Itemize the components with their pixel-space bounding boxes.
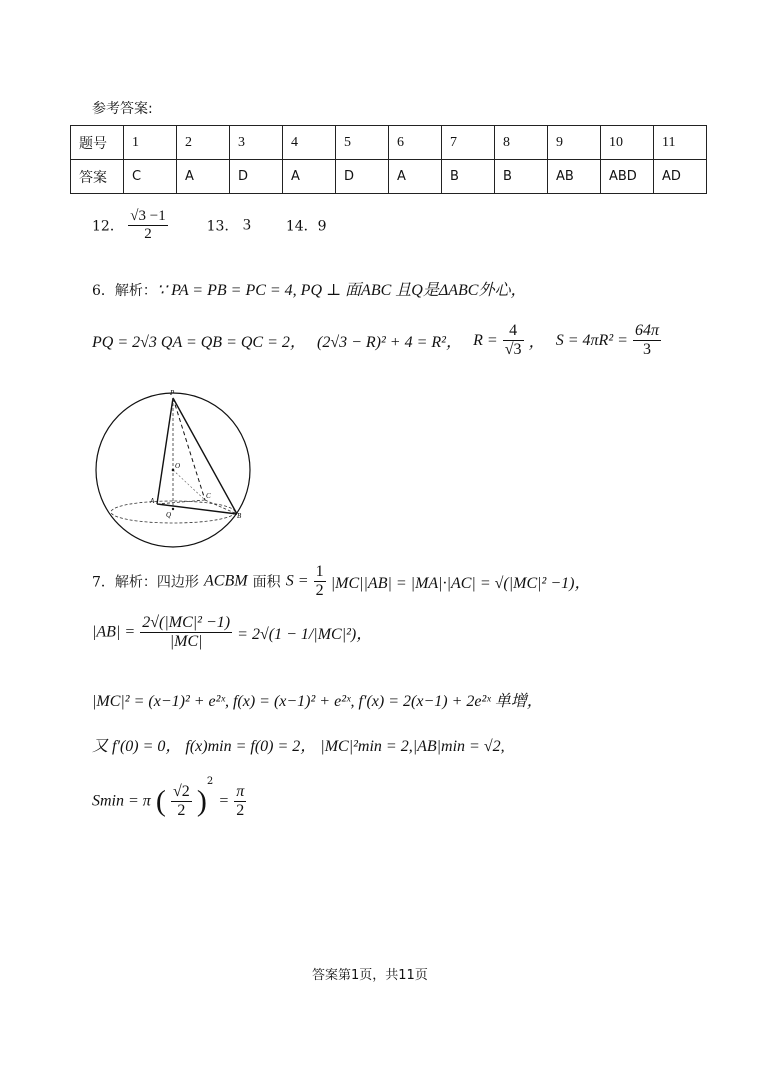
table-cell: 1 — [124, 126, 177, 160]
q7-label: 7．解析：四边形 — [92, 574, 199, 591]
q7-smin-lhs: Smin = π — [92, 792, 151, 810]
q7-area-word: 面积 — [252, 574, 281, 591]
q6-r-fraction — [503, 322, 524, 359]
q6-r-eq: R = — [473, 331, 498, 349]
q7-line4: 又 f′(0) = 0， f(x)min = f(0) = 2， |MC|²min = 2,|AB|min = √2, — [92, 738, 505, 755]
table-cell: A — [283, 160, 336, 194]
label-p: P — [170, 389, 175, 397]
q6-line1 — [92, 277, 526, 300]
table-row — [71, 160, 707, 194]
table-cell: B — [495, 160, 548, 194]
edge-ac — [157, 500, 205, 504]
page-footer: 答案第1页，共11页 — [312, 968, 428, 983]
q7-line5: Smin = π ( $\frac{√2}{2}$ )$^2$ = $\frac{\pi}{2}$ — [92, 776, 245, 819]
fill-answers — [92, 208, 327, 243]
q7-line3: |MC|² = (x−1)² + e²ˣ, f(x) = (x−1)² + e²ˣ, f′(x) = 2(x−1) + 2e²ˣ 单增， — [92, 693, 543, 710]
table-cell: 8 — [495, 126, 548, 160]
table-cell: 11 — [654, 126, 707, 160]
row-label-number: 题号 — [71, 126, 124, 160]
q7-result-den: 2 — [236, 802, 245, 819]
answer-table — [70, 125, 707, 194]
q13-value: 3 — [242, 216, 251, 234]
label-c: C — [206, 492, 211, 500]
q14-label: 14．9 — [285, 218, 327, 235]
table-cell: 3 — [230, 126, 283, 160]
q6-condition: ∵ PA = PB = PC = 4, PQ ⊥ 面ABC 且Q是ΔABC外心， — [156, 282, 527, 299]
answer-heading: 参考答案: — [92, 101, 153, 117]
q7-quad: ACBM — [204, 572, 248, 590]
table-cell: ABD — [601, 160, 654, 194]
q6-r-num: 4 — [503, 322, 524, 341]
q7-ab-fraction — [140, 614, 232, 651]
table-cell: 6 — [389, 126, 442, 160]
center-o — [172, 469, 175, 472]
q12-label: 12． — [92, 218, 124, 235]
q6-s-num: 64π — [635, 322, 660, 339]
q6-s-fraction — [633, 322, 661, 359]
table-cell: B — [442, 160, 495, 194]
q7-smin-den: 2 — [177, 802, 186, 819]
q7-line2 — [92, 614, 372, 651]
q7-ab-rhs: = 2√(1 − 1/|MC|²)， — [237, 626, 373, 643]
q7-result-num: π — [236, 783, 245, 800]
q6-pq: PQ = 2√3 QA = QB = QC = 2， — [92, 334, 306, 351]
table-cell: D — [230, 160, 283, 194]
row-label-answer: 答案 — [71, 160, 124, 194]
q7-smin-result — [234, 783, 246, 820]
q7-ab-den: |MC| — [169, 633, 203, 650]
table-cell: C — [124, 160, 177, 194]
label-q: Q — [166, 511, 172, 519]
q6-label: 6．解析： — [92, 283, 157, 299]
q12-denominator: 2 — [144, 226, 152, 242]
table-cell: 5 — [336, 126, 389, 160]
q7-smin-inner — [171, 783, 192, 820]
q6-r-den: √3 — [504, 341, 522, 358]
q7-area-expr: |MC||AB| = |MA|·|AC| = √(|MC|² −1)， — [330, 575, 591, 592]
table-row — [71, 126, 707, 160]
table-cell: 10 — [601, 126, 654, 160]
center-q — [172, 508, 174, 510]
table-cell: 4 — [283, 126, 336, 160]
q7-line1: 7．解析：四边形 ACBM 面积 S = $\frac{1}{2}$ |MC||AB| = |MA|·|AC| = √(|MC|² −1)， — [92, 563, 591, 599]
edge-pa — [157, 398, 173, 504]
table-cell: AD — [654, 160, 707, 194]
q7-smin-num: √2 — [173, 783, 190, 800]
table-cell: AB — [548, 160, 601, 194]
q12-fraction — [128, 208, 167, 243]
table-cell: 9 — [548, 126, 601, 160]
label-b: B — [237, 512, 242, 520]
q13-label: 13． — [206, 218, 239, 235]
q6-s-eq: S = 4πR² = — [555, 331, 628, 349]
label-a: A — [150, 497, 155, 505]
q6-s-den: 3 — [643, 341, 652, 358]
table-cell: A — [177, 160, 230, 194]
table-cell: 7 — [442, 126, 495, 160]
q7-half: $\frac{1}{2}$ — [315, 563, 324, 599]
q7-ab-lhs: |AB| = — [92, 623, 136, 641]
q6-line2: PQ = 2√3 QA = QB = QC = 2， (2√3 − R)² + 4 = R²， R = $\frac{4}{√3}$ ， S = 4πR² = $\frac{64\pi}{3}$ — [92, 322, 660, 358]
q6-equation: (2√3 − R)² + 4 = R²， — [317, 334, 462, 351]
q12-numerator: √3 −1 — [130, 208, 166, 224]
table-cell: 2 — [177, 126, 230, 160]
q7-ab-num: 2√(|MC|² −1) — [142, 614, 231, 631]
table-cell: A — [389, 160, 442, 194]
sphere-pyramid-figure — [95, 388, 255, 550]
table-cell: D — [336, 160, 389, 194]
label-o: O — [175, 462, 181, 470]
